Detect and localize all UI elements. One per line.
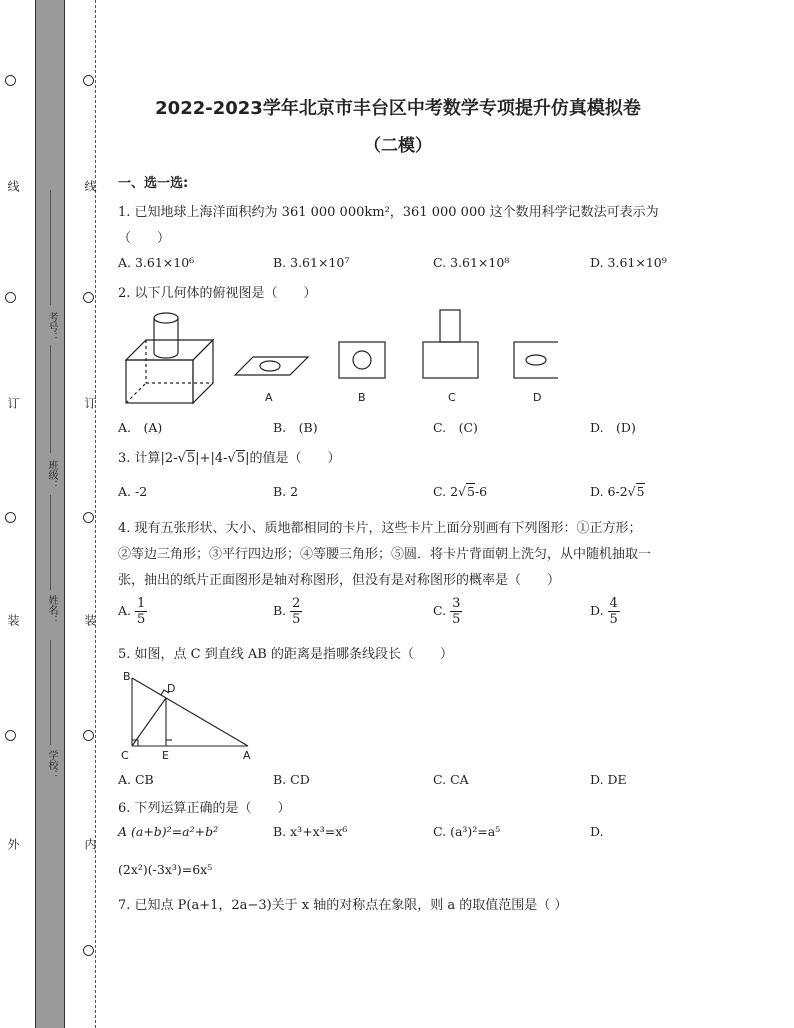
option-label: D.	[590, 603, 604, 618]
margin-dashed-line	[95, 0, 96, 1028]
fraction	[290, 596, 302, 627]
question-1-option-b: B. 3.61×10⁷	[273, 255, 350, 270]
binding-hole-icon	[83, 945, 94, 956]
fraction	[135, 596, 147, 627]
question-2-option-c: C. (C)	[433, 420, 478, 435]
margin-line	[64, 0, 65, 1028]
question-1-paren: （ ）	[118, 231, 171, 246]
question-4-option-b	[273, 596, 302, 627]
question-1-option-a: A. 3.61×10⁶	[118, 255, 195, 270]
point-label: B	[123, 670, 131, 683]
question-4-option-d	[590, 596, 620, 627]
question-4-line-3: 张，抽出的纸片正面图形是轴对称图形，但没有是对称图形的概率是（ ）	[118, 573, 561, 588]
figure-label: D	[533, 391, 542, 404]
figure-label: A	[265, 391, 273, 404]
question-6-option-c: C. (a³)²=a⁵	[433, 824, 501, 839]
question-6-option-d-expression: (2x²)(-3x³)=6x⁵	[118, 862, 213, 877]
question-3-option-d	[590, 484, 645, 499]
binding-char: 线	[83, 180, 97, 192]
binding-margin	[0, 0, 100, 1028]
section-heading: 一、选一选:	[118, 176, 189, 191]
question-5-option-c: C. CA	[433, 772, 469, 787]
solid-figure	[126, 313, 213, 403]
binding-char: 线	[6, 180, 20, 192]
binding-char: 外	[6, 838, 20, 850]
field-label-school: 学校：	[46, 750, 57, 780]
radicand: 5	[186, 451, 196, 466]
point-label: E	[162, 749, 169, 762]
question-1-option-c: C. 3.61×10⁸	[433, 255, 510, 270]
question-1-text: 1. 已知地球上海洋面积约为 361 000 000km²，361 000 000 这个数用科学记数法可表示为	[118, 205, 659, 220]
question-1-option-d: D. 3.61×10⁹	[590, 255, 667, 270]
question-6-text: 6. 下列运算正确的是（ ）	[118, 801, 291, 816]
point-label: D	[167, 682, 176, 695]
question-5-figure	[118, 668, 263, 763]
field-line	[50, 190, 51, 305]
binding-hole-icon	[5, 512, 16, 523]
numerator: 1	[137, 596, 146, 611]
numerator: 2	[292, 596, 301, 611]
question-4-option-a	[118, 596, 147, 627]
document-title: 2022-2023学年北京市丰台区中考数学专项提升仿真模拟卷	[155, 98, 641, 119]
sqrt-sign: √	[627, 484, 636, 499]
question-4-option-c	[433, 596, 462, 627]
question-5-text: 5. 如图，点 C 到直线 AB 的距离是指哪条线段长（ ）	[118, 647, 453, 662]
question-5-option-b: B. CD	[273, 772, 310, 787]
question-2-option-a: A. (A)	[118, 420, 163, 435]
question-2-text: 2. 以下几何体的俯视图是（ ）	[118, 286, 317, 301]
field-label-exam-number: 考号：	[46, 312, 57, 342]
binding-hole-icon	[83, 75, 94, 86]
option-d-pre: D. 6-2	[590, 484, 628, 499]
field-line	[50, 495, 51, 590]
option-c-post: -6	[474, 484, 488, 499]
sqrt-sign: √	[177, 451, 186, 466]
point-label: C	[121, 749, 129, 762]
question-3-text	[118, 447, 340, 466]
question-5-option-a: A. CB	[118, 772, 154, 787]
question-3-text-mid: |+|4-	[195, 451, 228, 466]
view-b	[339, 342, 385, 378]
binding-char: 订	[83, 397, 97, 409]
view-d	[514, 342, 558, 378]
question-6-option-b: B. x³+x³=x⁶	[273, 824, 348, 839]
field-line	[50, 640, 51, 745]
question-4-line-1: 4. 现有五张形状、大小、质地都相同的卡片，这些卡片上面分别画有下列图形：①正方形；	[118, 521, 642, 536]
question-2-option-d: D. (D)	[590, 420, 636, 435]
fraction	[450, 596, 462, 627]
point-label: A	[243, 749, 251, 762]
question-7-text: 7. 已知点 P(a+1，2a−3)关于 x 轴的对称点在象限，则 a 的取值范围是（ ）	[118, 898, 568, 913]
binding-char: 装	[83, 614, 97, 626]
option-label: B.	[273, 603, 287, 618]
numerator: 3	[452, 596, 461, 611]
radicand: 5	[236, 451, 246, 466]
question-3-text-pre: 3. 计算|2-	[118, 451, 178, 466]
question-5-option-d: D. DE	[590, 772, 627, 787]
field-label-name: 姓名：	[46, 595, 57, 625]
binding-hole-icon	[83, 292, 94, 303]
question-3-option-a: A. -2	[118, 484, 148, 499]
denominator: 5	[137, 612, 146, 627]
radicand: 5	[467, 484, 475, 499]
field-label-class: 班级：	[46, 460, 57, 490]
document-subtitle: （二模）	[364, 136, 432, 156]
sqrt-sign: √	[227, 451, 236, 466]
question-3-option-b: B. 2	[273, 484, 299, 499]
binding-hole-icon	[5, 292, 16, 303]
figure-label: C	[448, 391, 456, 404]
option-c-pre: C. 2	[433, 484, 459, 499]
question-4-line-2: ②等边三角形；③平行四边形；④等腰三角形；⑤圆．将卡片背面朝上洗匀，从中随机抽取一	[118, 547, 652, 562]
question-2-option-b: B. (B)	[273, 420, 318, 435]
binding-char: 内	[83, 838, 97, 850]
denominator: 5	[292, 612, 301, 627]
view-a	[235, 357, 308, 375]
denominator: 5	[452, 612, 461, 627]
radicand: 5	[636, 484, 645, 499]
question-6-option-d: D.	[590, 824, 604, 839]
option-label: A.	[118, 603, 132, 618]
question-3-text-post: |的值是（ ）	[245, 451, 341, 466]
sqrt-sign: √	[458, 484, 466, 499]
question-2-figure	[118, 305, 558, 410]
fraction	[608, 596, 620, 627]
binding-hole-icon	[5, 730, 16, 741]
option-label: C.	[433, 603, 447, 618]
binding-char: 订	[6, 397, 20, 409]
figure-label: B	[358, 391, 366, 404]
field-line	[50, 345, 51, 453]
numerator: 4	[609, 596, 618, 611]
question-6-option-a: A (a+b)²=a²+b²	[118, 824, 219, 839]
binding-hole-icon	[83, 512, 94, 523]
view-c	[423, 310, 478, 378]
denominator: 5	[609, 612, 618, 627]
binding-hole-icon	[5, 75, 16, 86]
question-3-option-c	[433, 484, 487, 499]
binding-hole-icon	[83, 730, 94, 741]
binding-char: 装	[6, 614, 20, 626]
